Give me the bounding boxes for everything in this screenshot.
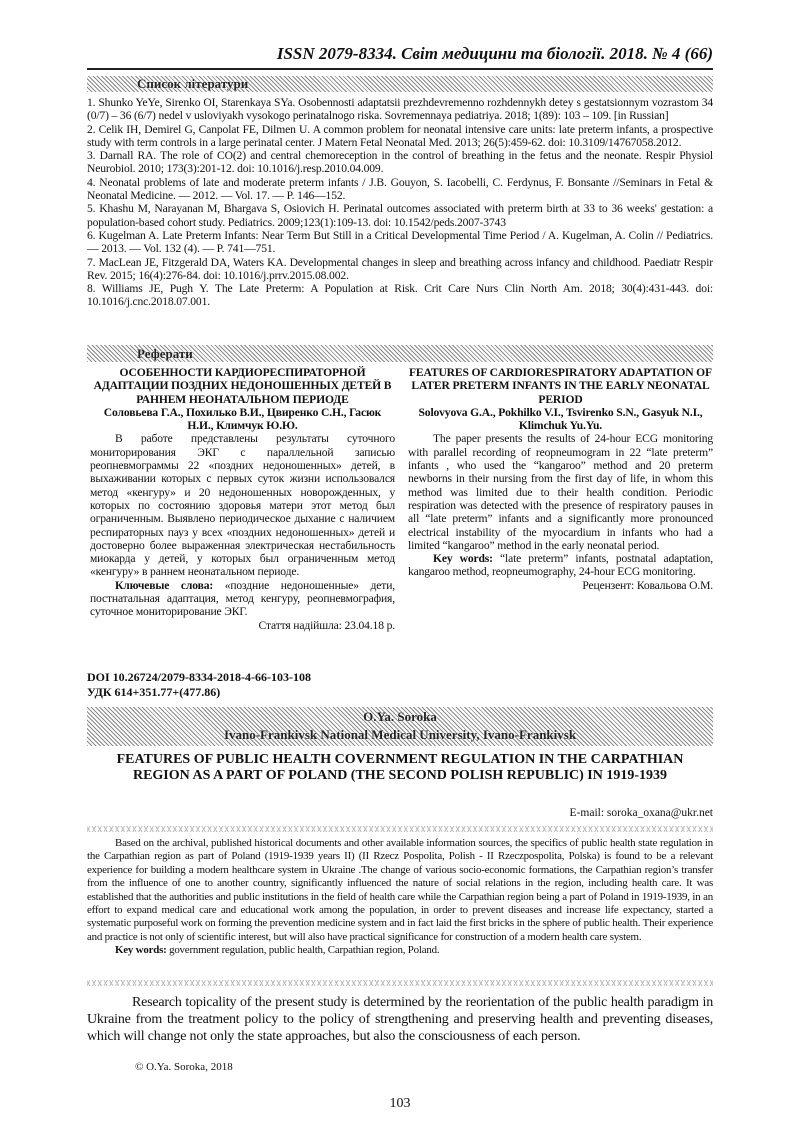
references-heading-bar: [87, 76, 713, 92]
abstract-keywords: [87, 944, 713, 957]
reviewer: Рецензент: Ковальова О.М.: [582, 578, 713, 592]
reference-item: 6. Kugelman A. Late Preterm Infants: Near Term But Still in a Critical Developmental Time Period / A. Kugelman, A. Colin // Pediatrics. — 2013. — Vol. 132 (4). — P. 741—751.: [87, 228, 713, 256]
article-body: [87, 994, 713, 1045]
abstracts-heading: Реферати: [137, 346, 193, 361]
keywords-label: Ключевые слова:: [115, 578, 214, 592]
reference-item: 3. Darnall RA. The role of CO(2) and central chemoreception in the control of breathing in the fetus and the neonate. Respir Physiol Neurobiol. 2010; 173(3):201-12. doi: 10.1016/j.resp.2010.04.009.: [87, 149, 713, 176]
header-rule: [87, 68, 713, 70]
abstract-ru-text: В работе представлены результаты суточного мониторирования ЭКГ с параллельной записью реопневмограммы 22 «поздних недоношенных» детей, в выхаживании которых с первых суток жизни использовался метод «кенгуру» и 20 недоношенных новорожденных, у которых по состоянию здоровья матери этот метод был ограниченным. Выявлено периодическое дыхание с наличием респираторных пауз у всех «поздних недоношенных» детей и достоверно более выраженная электрическая нестабильность миокарда у детей, у которых был ограниченным метод «кенгуру» в раннем неонатальном периоде.: [90, 432, 395, 579]
abstract-en-keywords: [408, 552, 713, 579]
doi: DOI 10.26724/2079-8334-2018-4-66-103-108: [87, 670, 311, 684]
keywords-text: “late preterm” infants, postnatal adaptation, kangaroo method, reopneumography, 24-hour ECG monitoring.: [408, 552, 713, 579]
abstract-ru-keywords: [90, 579, 395, 619]
references-heading: Список літератури: [137, 76, 249, 91]
abstracts-heading-bar: [87, 345, 713, 362]
article-title: FEATURES OF PUBLIC HEALTH COVERNMENT REGULATION IN THE CARPATHIAN REGION AS A PART OF POLAND (THE SECOND POLISH REPUBLIC) IN 1919-1939: [116, 752, 684, 783]
received-date: Стаття надійшла: 23.04.18 р.: [258, 618, 395, 632]
abstract-ru-authors: Соловьева Г.А., Похилько В.И., Цвиренко С.Н., Гасюк Н.И., Климчук Ю.Ю.: [103, 405, 382, 433]
abstract-ru-title: ОСОБЕННОСТИ КАРДИОРЕСПИРАТОРНОЙ АДАПТАЦИИ ПОЗДНИХ НЕДОНОШЕННЫХ ДЕТЕЙ В РАННЕМ НЕОНАТАЛЬНОМ ПЕРИОДЕ: [93, 366, 392, 406]
reference-item: 5. Khashu M, Narayanan M, Bhargava S, Osiovich H. Perinatal outcomes associated with preterm birth at 33 to 36 weeks' gestation: a population-based cohort study. Pediatrics. 2009;123(1):109-13. doi: 10.1542/peds.2007-3743: [87, 202, 713, 229]
author-bar: [87, 707, 713, 746]
keywords-text: «поздние недоношенные» дети, постнатальная адаптация, метод кенгуру, реопневмография, суточное мониторирование ЭКГ.: [90, 578, 395, 619]
reference-item: 2. Celik IH, Demirel G, Canpolat FE, Dilmen U. A common problem for neonatal intensive care units: late preterm infants, a prospective study with term controls in a large perinatal center. J Matern Fetal Neonatal Med. 2013; 26(5):459-62. doi: 10.3109/14767058.2012.: [87, 122, 713, 149]
author-name: O.Ya. Soroka: [363, 709, 437, 724]
abstract-ru: [90, 366, 395, 632]
udc: УДК 614+351.77+(477.86): [87, 685, 221, 699]
reference-item: 8. Williams JE, Pugh Y. The Late Preterm: A Population at Risk. Crit Care Nurs Clin North Am. 2018; 30(4):431-443. doi: 10.1016/j.cnc.2018.07.001.: [87, 282, 713, 309]
keywords-label: Key words:: [433, 552, 493, 566]
abstract-text: Based on the archival, published historical documents and other available information sources, the specifics of public health state regulation in the Carpathian region as part of Poland (1919-1939 years II) (II Rzecz Pospolita, Polish - II Rzeczpospolita, Polska) is found to be a relevant experience for building a modern healthcare system in Ukraine .The change of various socio-economic formations, the Carpathian region’s transfer from the influence of one to another country, significantly influenced the nature of social relations in the region, including health care. It was established that the authorities and public institutions in the field of health care while the Carpathian region being a part of Poland in 1919-1939, in an effort to expand medical care and educational work among the population, in order to prevent diseases and increase life expectancy, started a systematic purposeful work on forming the prevention medicine system and in fact laid the first bricks in the sphere of public health. Their experience and practice is not only of scientific interest, but will also have practical significance for construction of a modern health care system.: [87, 837, 713, 943]
divider-wave: [87, 826, 713, 832]
abstract-en-authors: Solovyova G.A., Pokhilko V.I., Tsvirenko S.N., Gasyuk N.I., Klimchuk Yu.Yu.: [418, 405, 703, 433]
keywords-label: Key words:: [115, 944, 167, 957]
reference-item: 1. Shunko YeYe, Sirenko OI, Starenkaya SYa. Osobennosti adaptatsii prezhdevremenno rozhdennykh detey s gestatsionnym vozrastom 34 (0/7) – 36 (6/7) nedel v usloviyakh vysokogo perinatalnogo riska. Sovremennaya pediatriya. 2018; 1(89): 103 – 109. [in Russian]: [87, 96, 713, 123]
divider-wave: [87, 980, 713, 986]
running-header: ISSN 2079-8334. Світ медицини та біології. 2018. № 4 (66): [276, 44, 713, 63]
intro-paragraph: Research topicality of the present study is determined by the reorientation of the public health paradigm in Ukraine from the treatment policy to the policy of strengthening and preserving health and preventing diseases, which will change not only the state approaches, but also the consciousness of each person.: [87, 995, 713, 1044]
reference-item: 7. MacLean JE, Fitzgerald DA, Waters KA. Developmental changes in sleep and breathing across infancy and childhood. Paediatr Respir Rev. 2015; 16(4):276-84. doi: 10.1016/j.prrv.2015.08.002.: [87, 255, 713, 282]
article-abstract: [87, 837, 713, 958]
abstract-en-title: FEATURES OF CARDIORESPIRATORY ADAPTATION OF LATER PRETERM INFANTS IN THE EARLY NEONATAL PERIOD: [409, 366, 712, 406]
page-number: 103: [389, 1096, 411, 1111]
abstract-en: [408, 366, 713, 592]
reference-item: 4. Neonatal problems of late and moderate preterm infants / J.B. Gouyon, S. Iacobelli, C. Ferdynus, F. Bonsante //Seminars in Fetal & Neonatal Medicine. — 2012. — Vol. 17. — P. 146—152.: [87, 175, 713, 203]
abstract-en-text: The paper presents the results of 24-hour ECG monitoring with parallel recording of reopneumogram in 22 “late preterm” infants , who used the “kangaroo” method and 20 preterm newborns in their nursing from the first day of life, in whom this method was limited due to their health condition. Periodic respiration was detected with the presence of respiratory pauses in all “late preterm” infants and a significantly more pronounced electrical instability of the myocardium in infants who had a limited “kangaroo” method in the early neonatal period.: [408, 432, 713, 552]
keywords-text: government regulation, public health, Carpathian region, Poland.: [166, 944, 440, 957]
references-list: [87, 96, 713, 309]
author-email: E-mail: soroka_oxana@ukr.net: [569, 807, 713, 819]
copyright: © O.Ya. Soroka, 2018: [135, 1061, 233, 1073]
article-ids: [87, 670, 311, 700]
author-affiliation: Ivano-Frankivsk National Medical University, Ivano-Frankivsk: [223, 727, 577, 742]
